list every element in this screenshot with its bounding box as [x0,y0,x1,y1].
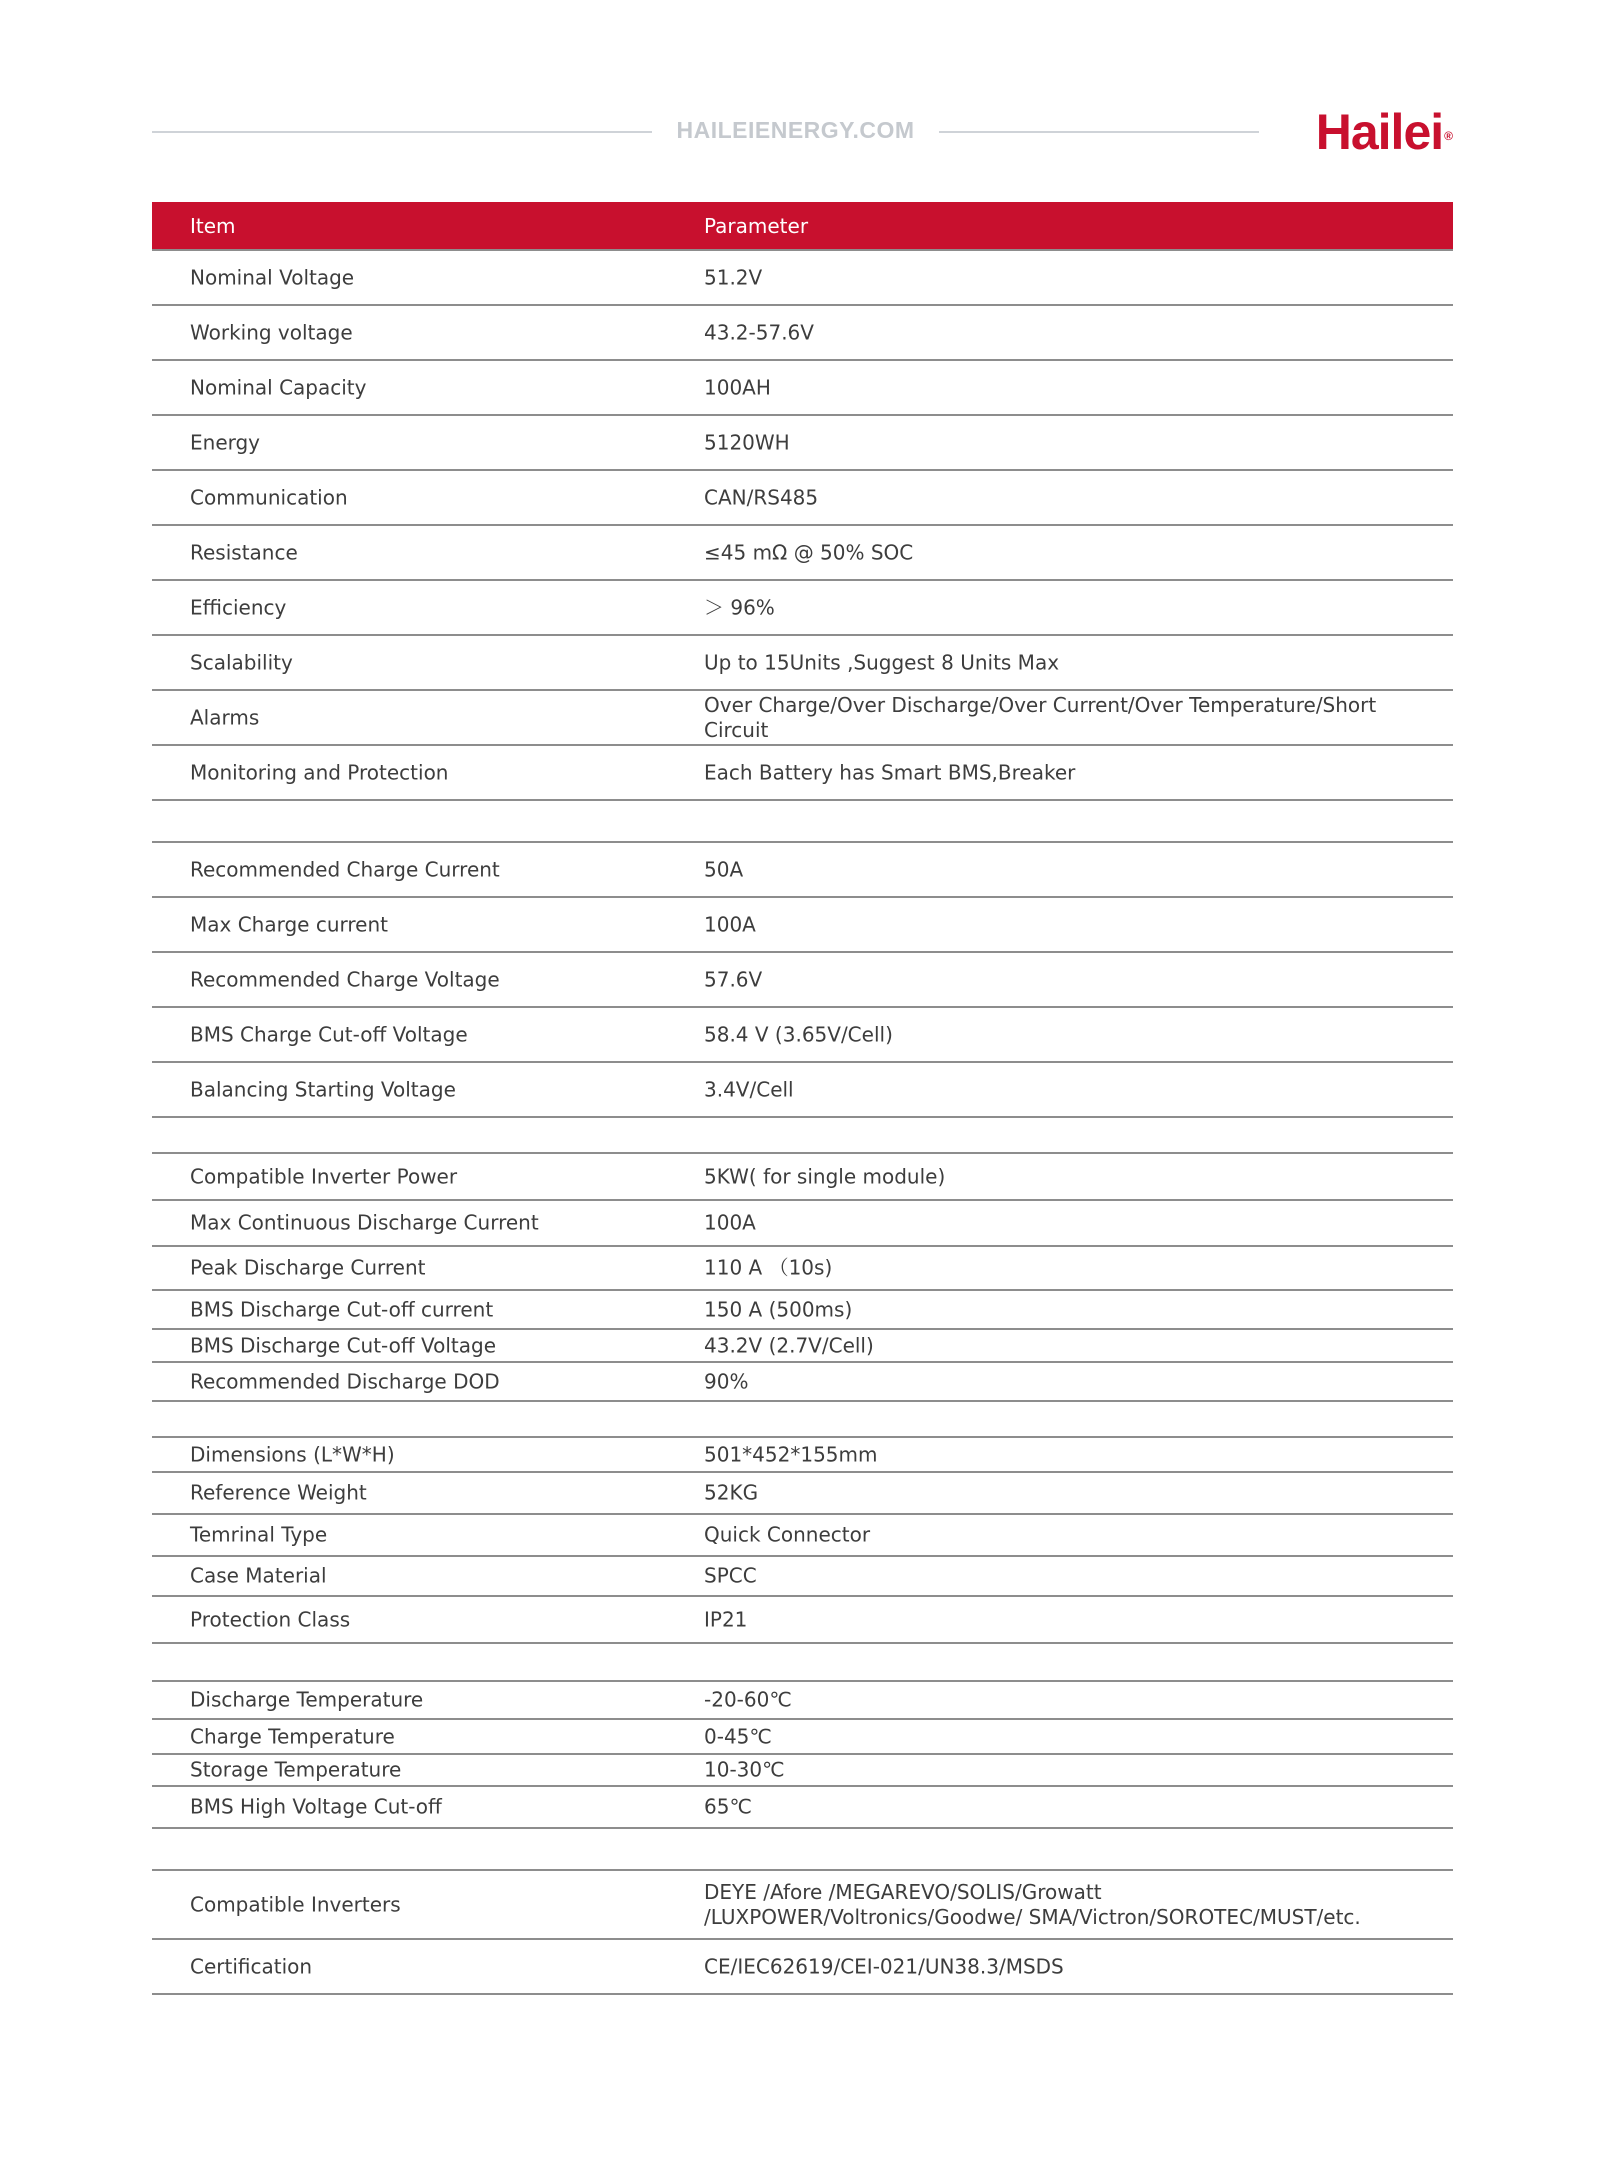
table-row [152,1515,1453,1557]
table-row [152,636,1453,691]
row-parameter-value: SPCC [704,1563,757,1588]
row-item-label: Peak Discharge Current [190,1255,426,1280]
table-row [152,416,1453,471]
row-parameter-value: 150 A (500ms) [704,1297,853,1321]
table-row [152,691,1453,746]
row-parameter-value: DEYE /Afore /MEGAREVO/SOLIS/Growatt /LUXPOWER/Voltronics/Goodwe/ SMA/Victron/SOROTEC/MUST/etc. [704,1879,1361,1929]
column-header-parameter: Parameter [704,214,809,238]
row-item-label: Nominal Voltage [190,265,355,289]
row-parameter-value: 90% [704,1369,749,1393]
table-row [152,1557,1453,1597]
row-item-label: Recommended Charge Voltage [190,967,500,991]
row-item-label: Protection Class [190,1607,351,1631]
table-row [152,306,1453,361]
row-parameter-value: 65℃ [704,1794,752,1819]
table-row [152,1755,1453,1787]
row-parameter-value: 43.2-57.6V [704,320,814,344]
table-row [152,1247,1453,1291]
row-item-label: Certification [190,1954,313,1978]
header-rule-right [939,131,1259,133]
row-item-label: BMS Charge Cut-off Voltage [190,1022,468,1046]
row-item-label: Balancing Starting Voltage [190,1077,456,1101]
row-parameter-value: 51.2V [704,265,763,289]
table-row [152,1720,1453,1755]
table-row [152,1438,1453,1473]
logo-registered-mark: ® [1444,129,1452,143]
row-parameter-value: 0-45℃ [704,1724,772,1748]
header-rule-left [152,131,652,133]
row-parameter-value: 58.4 V (3.65V/Cell) [704,1022,893,1046]
row-item-label: Resistance [190,540,298,564]
table-row [152,1363,1453,1402]
row-item-label: Alarms [190,705,260,729]
row-parameter-value: 57.6V [704,967,763,991]
column-header-item: Item [190,214,236,238]
row-item-label: Storage Temperature [190,1757,402,1782]
row-item-label: Efficiency [190,595,287,619]
row-parameter-value: Each Battery has Smart BMS,Breaker [704,760,1076,784]
row-item-label: Charge Temperature [190,1724,395,1748]
table-row [152,1008,1453,1063]
table-row [152,1154,1453,1201]
row-item-label: Reference Weight [190,1480,367,1505]
table-row [152,581,1453,636]
row-item-label: Case Material [190,1563,327,1588]
page-header [152,104,1452,160]
row-item-label: Monitoring and Protection [190,760,449,784]
row-parameter-value: 3.4V/Cell [704,1077,794,1101]
table-row [152,1682,1453,1720]
row-item-label: BMS High Voltage Cut-off [190,1794,442,1819]
row-item-label: Nominal Capacity [190,375,367,399]
table-row [152,898,1453,953]
section-spacer-row [152,1644,1453,1682]
spec-table [152,202,1453,1995]
brand-logo [1316,106,1452,158]
row-item-label: Temrinal Type [190,1522,328,1547]
row-item-label: Max Charge current [190,912,388,936]
row-item-label: Recommended Discharge DOD [190,1369,500,1393]
row-item-label: Communication [190,485,348,509]
row-item-label: Max Continuous Discharge Current [190,1210,539,1235]
table-row [152,746,1453,801]
row-item-label: Compatible Inverter Power [190,1164,458,1188]
table-row [152,1330,1453,1363]
row-parameter-value: 501*452*155mm [704,1442,878,1466]
table-header [152,202,1453,251]
section-spacer-row [152,1402,1453,1438]
row-parameter-value: CAN/RS485 [704,485,819,509]
table-row [152,361,1453,416]
table-row [152,471,1453,526]
table-row [152,1063,1453,1118]
row-item-label: BMS Discharge Cut-off current [190,1297,494,1321]
row-parameter-value: 50A [704,857,744,881]
row-item-label: BMS Discharge Cut-off Voltage [190,1333,497,1357]
row-parameter-value: IP21 [704,1607,748,1631]
row-parameter-value: 100AH [704,375,771,399]
row-parameter-value: 5120WH [704,430,790,454]
section-spacer-row [152,1118,1453,1154]
section-spacer-row [152,1829,1453,1871]
row-item-label: Dimensions (L*W*H) [190,1442,395,1466]
row-parameter-value: 110 A （10s) [704,1255,833,1280]
table-body [152,251,1453,1995]
row-parameter-value: CE/IEC62619/CEI-021/UN38.3/MSDS [704,1954,1064,1978]
row-item-label: Compatible Inverters [190,1892,401,1916]
table-row [152,953,1453,1008]
row-parameter-value: 10-30℃ [704,1757,785,1782]
row-parameter-value: 100A [704,912,756,936]
row-parameter-value: 100A [704,1210,756,1235]
table-row [152,1291,1453,1330]
row-parameter-value: Quick Connector [704,1522,871,1547]
row-item-label: Working voltage [190,320,353,344]
table-row [152,1597,1453,1644]
table-row [152,1201,1453,1247]
row-item-label: Energy [190,430,261,454]
row-parameter-value: 52KG [704,1480,759,1505]
table-row [152,526,1453,581]
table-row [152,1871,1453,1940]
table-row [152,1940,1453,1995]
row-parameter-value: 43.2V (2.7V/Cell) [704,1333,874,1357]
table-row [152,251,1453,306]
logo-text: Hailei [1315,104,1444,160]
table-row [152,1787,1453,1829]
row-parameter-value: Up to 15Units ,Suggest 8 Units Max [704,650,1060,674]
row-parameter-value: ≤45 mΩ @ 50% SOC [704,540,914,564]
row-item-label: Recommended Charge Current [190,857,500,881]
row-parameter-value: 5KW( for single module) [704,1164,946,1188]
table-row [152,843,1453,898]
row-parameter-value: Over Charge/Over Discharge/Over Current/Over Temperature/Short Circuit [704,692,1377,742]
section-spacer-row [152,801,1453,843]
row-item-label: Scalability [190,650,293,674]
table-row [152,1473,1453,1515]
site-url[interactable]: HAILEIENERGY.COM [676,117,915,143]
row-parameter-value: ＞ 96% [704,595,775,619]
row-parameter-value: -20-60℃ [704,1687,792,1712]
row-item-label: Discharge Temperature [190,1687,424,1712]
